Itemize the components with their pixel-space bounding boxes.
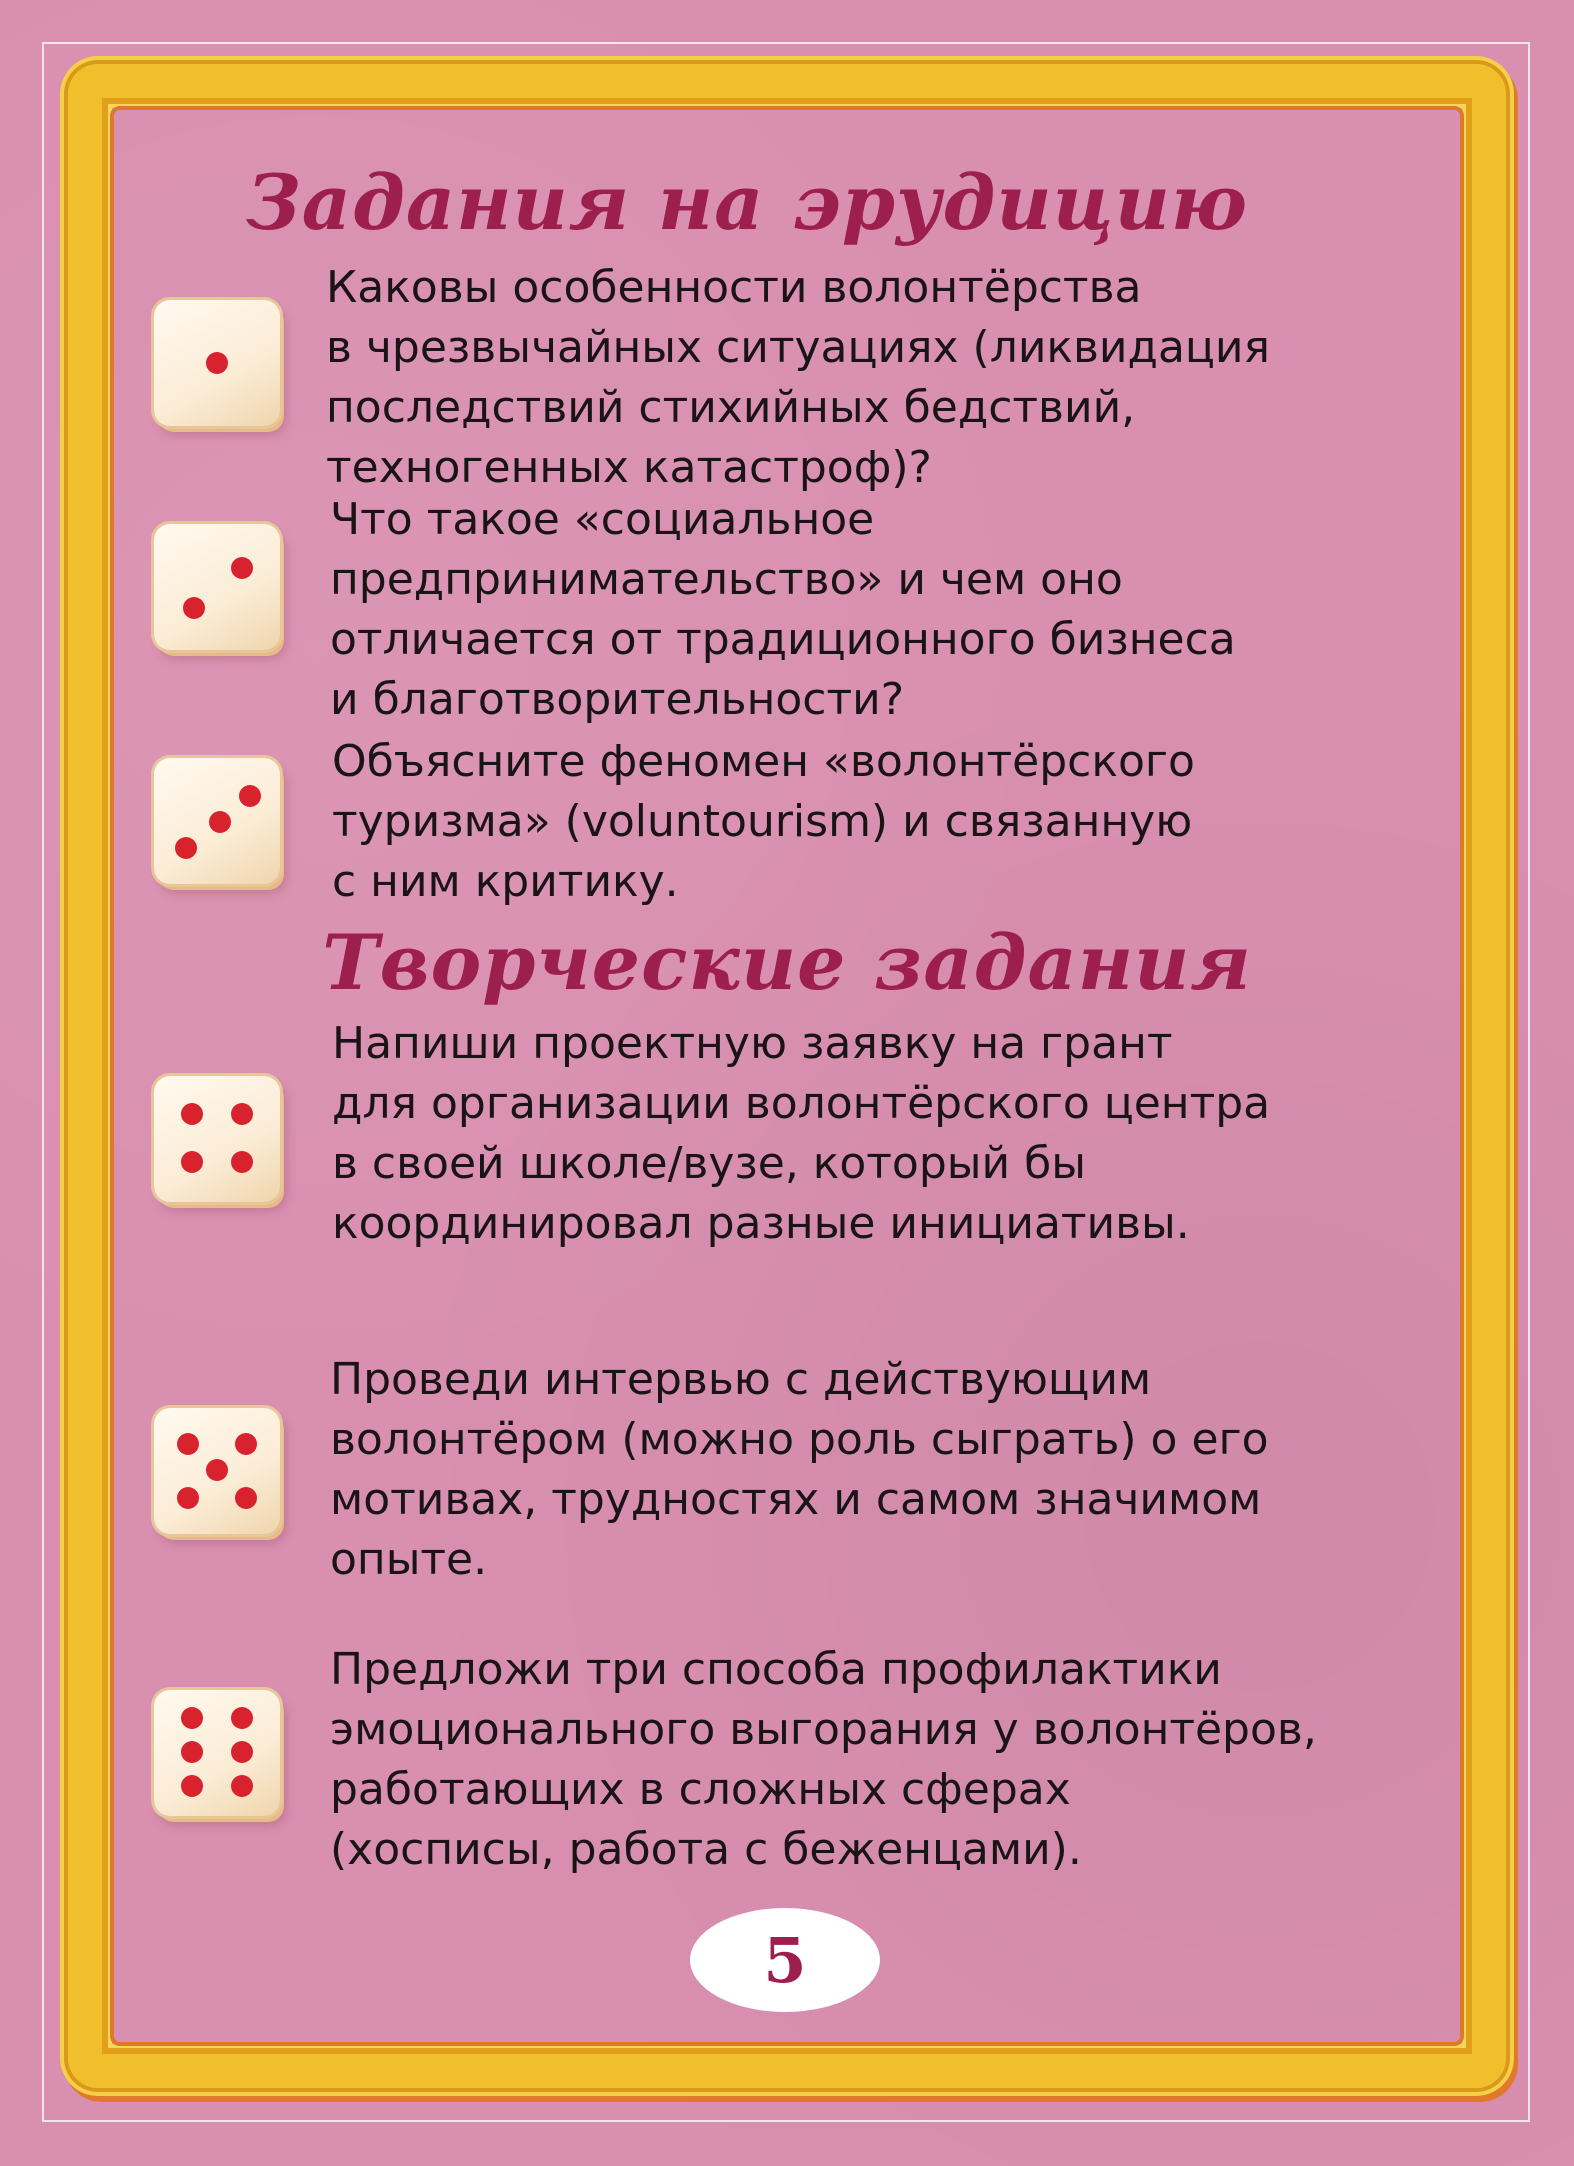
erudition-tasks-title: Задания на эрудицию: [246, 158, 1248, 247]
dice-pip: [206, 1459, 228, 1481]
dice-pip: [183, 597, 205, 619]
dice-pip: [231, 557, 253, 579]
dice-pip: [181, 1103, 203, 1125]
dice-pip: [231, 1103, 253, 1125]
dice-pip: [239, 785, 261, 807]
dice-four-icon: [154, 1076, 280, 1202]
creative-tasks-title: Творческие задания: [322, 918, 1252, 1007]
dice-pip: [231, 1707, 253, 1729]
task-text: Напиши проектную заявку на грант для организации волонтёрского центра в своей школе/вузе, который бы координировал разные инициативы.: [332, 1018, 1271, 1249]
dice-one-icon: [154, 300, 280, 426]
dice-pip: [235, 1487, 257, 1509]
dice-two-icon: [154, 524, 280, 650]
task-text: Что такое «социальное предпринимательство» и чем оно отличается от традиционного бизнеса и благотворительности?: [330, 494, 1236, 725]
dice-pip: [206, 352, 228, 374]
dice-pip: [235, 1433, 257, 1455]
dice-five-icon: [154, 1408, 280, 1534]
dice-pip: [181, 1707, 203, 1729]
dice-pip: [177, 1487, 199, 1509]
dice-six-icon: [154, 1690, 280, 1816]
task-text: Проведи интервью с действующим волонтёром (можно роль сыграть) о его мотивах, трудностях и самом значимом опыте.: [330, 1354, 1269, 1585]
dice-pip: [209, 811, 231, 833]
dice-pip: [181, 1775, 203, 1797]
dice-face: [154, 300, 280, 426]
dice-pip: [181, 1151, 203, 1173]
task-text: Предложи три способа профилактики эмоционального выгорания у волонтёров, работающих в сложных сферах (хосписы, работа с беженцами).: [330, 1644, 1317, 1875]
dice-pip: [231, 1741, 253, 1763]
page-number: 5: [763, 1923, 807, 1997]
task-text: Объясните феномен «волонтёрского туризма» (voluntourism) и связанную с ним критику.: [332, 736, 1195, 907]
dice-face: [154, 1690, 280, 1816]
dice-face: [154, 524, 280, 650]
page-number-badge: [690, 1908, 880, 2012]
dice-face: [154, 1408, 280, 1534]
dice-pip: [231, 1775, 253, 1797]
dice-three-icon: [154, 758, 280, 884]
dice-pip: [231, 1151, 253, 1173]
dice-face: [154, 1076, 280, 1202]
task-text: Каковы особенности волонтёрства в чрезвычайных ситуациях (ликвидация последствий стихийных бедствий, техногенных катастроф)?: [326, 262, 1270, 493]
dice-face: [154, 758, 280, 884]
dice-pip: [175, 837, 197, 859]
dice-pip: [181, 1741, 203, 1763]
dice-pip: [177, 1433, 199, 1455]
